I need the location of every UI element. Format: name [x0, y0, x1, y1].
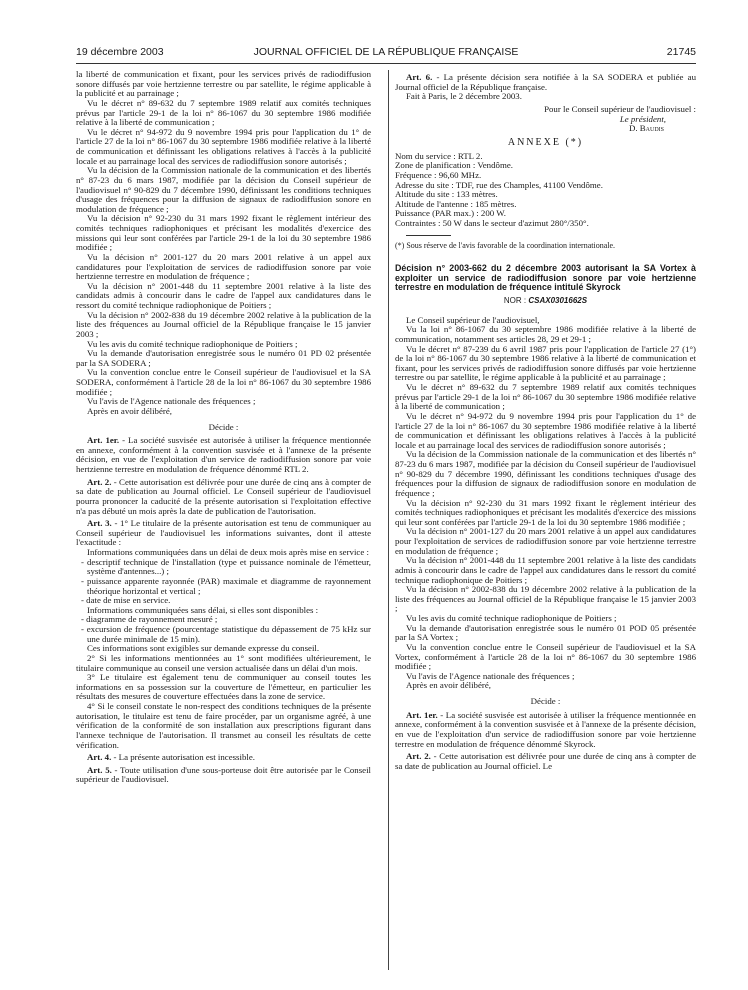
annexe-list: [395, 152, 696, 229]
paragraph-text: 4° Si le conseil constate le non-respect des conditions techniques de la présente autorisation, le titulaire est tenu de faire procéder, par un organisme agréé, à une vérification de la conformité de son installation aux prescriptions figurant dans l'annexe technique de l'autorisation. Il transmet au conseil les résultats de cette vérification.: [76, 701, 371, 750]
right-column: [395, 70, 696, 771]
paragraph-text: Vu le décret n° 87-239 du 6 avril 1987 pris pour l'application de l'article 27 (1°) de la loi n° 86-1067 du 30 septembre 1986 relative à la liberté de communication et fixant, pour les services privés de radiodiffusion sonore diffusés par voie hertzienne terrestre ou par satellite, le régime applicable à la publicité et au parrainage ;: [395, 343, 696, 383]
paragraph: [76, 558, 371, 577]
paragraph-text: Vu la décision n° 92-230 du 31 mars 1992 fixant le règlement intérieur des comités techniques radiophoniques et précisant les modalités d'exercice des missions qui leur sont conférées par l'article 29-1 de la loi du 30 septembre 1986 modifiée ;: [76, 213, 371, 253]
paragraph: [76, 253, 371, 282]
paragraph-text: Vu la décision n° 2001-448 du 11 septembre 2001 relative à la liste des candidats admis à concourir dans le cadre de l'appel aux candidatures dans le ressort du comité technique radiophonique de Poitiers ;: [76, 280, 371, 310]
paragraph-text: - 1° Le titulaire de la présente autorisation est tenu de communiquer au Conseil supérieur de l'audiovisuel les informations suivantes, dont il atteste l'exactitude :: [76, 518, 372, 548]
paragraph: [76, 99, 371, 128]
article-label: Art. 2.: [87, 476, 112, 487]
paragraph: [76, 407, 371, 417]
article-label: Art. 3.: [87, 518, 112, 529]
paragraph: [76, 282, 371, 311]
article-label: Art. 5.: [87, 764, 112, 775]
paragraph-text: Vu la convention conclue entre le Conseil supérieur de l'audiovisuel et la SA SODERA, conformément à l'article 28 de la loi n° 86-1067 du 30 septembre 1986 modifiée ;: [76, 367, 371, 397]
article-label: Art. 1er.: [406, 709, 438, 720]
annexe-line: Fréquence : 96,60 MHz.: [395, 169, 482, 180]
decision-title: Décision n° 2003-662 du 2 décembre 2003 autorisant la SA Vortex à exploiter un service de radiodiffusion sonore par voie hertzienne terrestre en modulation de fréquence intitulé Skyrock: [395, 263, 696, 293]
paragraph: [395, 412, 696, 451]
paragraph: [395, 585, 696, 614]
paragraph: [76, 214, 371, 253]
paragraph-text: Vu les avis du comité technique radiophonique de Poitiers ;: [87, 338, 298, 349]
paragraph-text: la liberté de communication et fixant, pour les services privés de radiodiffusion sonore diffusés par voie hertzienne terrestre ou par satellite, le régime applicable à la publicité et au parrainage ;: [76, 69, 371, 99]
paragraph-text: Fait à Paris, le 2 décembre 2003.: [406, 91, 522, 102]
nor-reference: [395, 297, 696, 306]
left-column: [76, 70, 371, 785]
paragraph: [395, 527, 696, 556]
paragraph-text: Vu la décision de la Commission nationale de la communication et des libertés n° 87-23 du 6 mars 1987, modifiée par la décision du Conseil supérieur de l'audiovisuel n° 90-829 du 7 décembre 1990, définissant les conditions techniques d'usage des fréquences pour la diffusion de signaux de radiodiffusion sonore en modulation de fréquence ;: [76, 165, 371, 214]
paragraph: [395, 499, 696, 528]
header-date: 19 décembre 2003: [76, 46, 164, 58]
article-label: Art. 2.: [406, 751, 431, 762]
paragraph-text: Vu la demande d'autorisation enregistrée sous le numéro 01 POD 05 présentée par la SA Vortex ;: [395, 622, 696, 643]
paragraph-text: Vu la décision n° 92-230 du 31 mars 1992 fixant le règlement intérieur des comités techniques radiophoniques et précisant les modalités d'exercice des missions qui leur sont conférées par l'article 29-1 de la loi du 30 septembre 1986 modifiée ;: [395, 497, 696, 527]
paragraph-text: - excursion de fréquence (pourcentage statistique du dépassement de 75 kHz sur une durée minimale de 15 min).: [81, 624, 371, 644]
nor-label: NOR :: [503, 295, 529, 305]
paragraph-text: Après en avoir délibéré,: [406, 680, 491, 691]
paragraph: [76, 128, 371, 167]
paragraph-text: - Toute utilisation d'une sous-porteuse doit être autorisée par le Conseil supérieur de l'audiovisuel.: [76, 764, 371, 785]
paragraph-text: - Cette autorisation est délivrée pour une durée de cinq ans à compter de sa date de publication au Journal officiel. Le Conseil supérieur de l'audiovisuel pourra prononcer la caducité de la présente autorisation si l'exploitation effective n'a pas débuté un mois après la date de publication de l'autorisation.: [76, 476, 371, 516]
signature-line-1: Pour le Conseil supérieur de l'audiovisuel :: [544, 103, 696, 114]
paragraph-text: - descriptif technique de l'installation (type et puissance nominale de l'émetteur, système d'antennes...) ;: [81, 556, 371, 577]
paragraph-text: Vu la décision n° 2001-127 du 20 mars 2001 relative à un appel aux candidatures pour l'exploitation de services de radiodiffusion sonore par voie hertzienne terrestre en modulation de fréquence ;: [76, 251, 371, 282]
paragraph-text: Vu la décision de la Commission nationale de la communication et des libertés n° 87-23 du 6 mars 1987, modifiée par la décision du Conseil supérieur de l'audiovisuel n° 90-829 du 7 décembre 1990, définissant les conditions techniques d'usage des fréquences pour la diffusion de signaux de radiodiffusion sonore en modulation de fréquence ;: [395, 449, 696, 498]
paragraph-text: Informations communiquées sans délai, si elles sont disponibles :: [87, 604, 319, 615]
paragraph: [76, 577, 371, 596]
header-rule: [76, 63, 696, 64]
paragraph: [76, 166, 371, 214]
paragraph: [395, 624, 696, 643]
annexe-line: Altitude de l'antenne : 185 mètres.: [395, 198, 517, 209]
paragraph-text: Vu le décret n° 94-972 du 9 novembre 1994 pris pour l'application du 1° de l'article 27 de la loi n° 86-1067 du 30 septembre 1986 modifiée relative à la liberté de communication et définissant les obligations relatives à l'accès à la publicité locale et au parrainage local des services de radiodiffusion sonore autorisés ;: [395, 410, 696, 450]
paragraph-text: Décide :: [208, 421, 239, 432]
paragraph: [76, 625, 371, 644]
column-divider: [388, 70, 389, 970]
article-paragraph: [395, 73, 696, 92]
paragraph-text: - La présente décision sera notifiée à la SA SODERA et publiée au Journal officiel de la République française.: [395, 72, 696, 92]
paragraph-text: - diagramme de rayonnement mesuré ;: [81, 614, 218, 625]
paragraph: [395, 345, 696, 384]
paragraph-text: Vu la loi n° 86-1067 du 30 septembre 1986 modifiée relative à la liberté de communication, notamment ses articles 28, 29 et 29-1 ;: [395, 324, 696, 344]
paragraph-text: - La société susvisée est autorisée à utiliser la fréquence mentionnée en annexe, conformément à la convention susvisée et à l'annexe de la présente décision, en vue de l'exploitation d'un service de radiodiffusion sonore par voie hertzienne terrestre en modulation de fréquence dénommé RTL 2.: [76, 435, 371, 474]
paragraph-text: Vu la demande d'autorisation enregistrée sous le numéro 01 PD 02 présentée par la SA SODERA ;: [76, 348, 371, 368]
annexe-line: Zone de planification : Vendôme.: [395, 160, 513, 171]
right-top-paragraphs: [395, 73, 696, 102]
paragraph-text: Vu la décision n° 2001-448 du 11 septembre 2001 relative à la liste des candidats admis à concourir dans le cadre de l'appel aux candidatures dans le ressort du comité technique radiophonique de Poitiers ;: [395, 555, 696, 585]
paragraph: [76, 311, 371, 340]
article-label: Art. 4.: [87, 752, 112, 763]
paragraph: [395, 450, 696, 498]
annexe-line: Nom du service : RTL 2.: [395, 150, 483, 161]
paragraph-text: Vu la décision n° 2002-838 du 19 décembre 2002 relative à la publication de la liste des fréquences au Journal officiel de la République française le 15 janvier 2003 ;: [395, 584, 696, 614]
paragraph-text: Vu l'avis de l'Agence nationale des fréquences ;: [406, 670, 575, 681]
paragraph: [395, 325, 696, 344]
header-title: JOURNAL OFFICIEL DE LA RÉPUBLIQUE FRANÇAISE: [253, 46, 519, 58]
right-body-paragraphs: [395, 316, 696, 772]
paragraph: [76, 349, 371, 368]
paragraph: [76, 673, 371, 702]
page-header: [76, 46, 696, 60]
paragraph: [395, 556, 696, 585]
article-paragraph: [395, 752, 696, 771]
paragraph: [76, 702, 371, 750]
paragraph: [395, 383, 696, 412]
paragraph-text: Vu la décision n° 2002-838 du 19 décembre 2002 relative à la publication de la liste des fréquences au Journal officiel de la République française le 15 janvier 2003 ;: [76, 309, 371, 339]
paragraph-text: - date de mise en service.: [81, 595, 171, 606]
article-paragraph: [76, 519, 371, 548]
paragraph: [76, 70, 371, 99]
paragraph-text: Vu les avis du comité technique radiophonique de Poitiers ;: [406, 613, 617, 623]
paragraph-text: 2° Si les informations mentionnées au 1° sont modifiées ultérieurement, le titulaire communique au conseil une version actualisée dans un délai d'un mois.: [76, 652, 371, 673]
paragraph-text: - La présente autorisation est incessible.: [111, 752, 255, 763]
paragraph: [76, 654, 371, 673]
paragraph: [395, 681, 696, 691]
paragraph: [395, 697, 696, 707]
footnote-rule: [406, 235, 451, 236]
paragraph-text: Après en avoir délibéré,: [87, 405, 172, 416]
annexe-line: Adresse du site : TDF, rue des Champles, 41100 Vendôme.: [395, 179, 603, 190]
paragraph-text: Vu le décret n° 94-972 du 9 novembre 1994 pris pour l'application du 1° de l'article 27 de la loi n° 86-1067 du 30 septembre 1986 modifiée relative à la liberté de communication et définissant les obligations relatives à l'accès à la publicité locale et au parrainage local des services de radiodiffusion sonore autorisés ;: [76, 126, 371, 166]
paragraph-text: Vu le décret n° 89-632 du 7 septembre 1989 relatif aux comités techniques prévus par l'article 29-1 de la loi n° 86-1067 du 30 septembre 1986 modifiée relative à la liberté de communication ;: [395, 382, 696, 412]
paragraph: [76, 368, 371, 397]
paragraph-text: Le Conseil supérieur de l'audiovisuel,: [406, 314, 540, 325]
article-label: Art. 6.: [406, 72, 433, 82]
article-paragraph: [76, 436, 371, 475]
paragraph-text: Vu la convention conclue entre le Conseil supérieur de l'audiovisuel et la SA Vortex, conformément à l'article 28 de la loi n° 86-1067 du 30 septembre 1986 modifiée ;: [395, 641, 696, 672]
signature-line-3: D. Baudis: [628, 123, 664, 134]
header-page-number: 21745: [666, 46, 696, 58]
nor-code: CSAX0301662S: [528, 295, 588, 305]
paragraph-text: Vu la décision n° 2001-127 du 20 mars 2001 relative à un appel aux candidatures pour l'exploitation de services de radiodiffusion sonore par voie hertzienne terrestre en modulation de fréquence ;: [395, 526, 696, 556]
paragraph-text: Vu le décret n° 89-632 du 7 septembre 1989 relatif aux comités techniques prévus par l'article 29-1 de la loi n° 86-1067 du 30 septembre 1986 modifiée relative à la liberté de communication ;: [76, 97, 371, 128]
paragraph: [395, 92, 696, 102]
footnote: (*) Sous réserve de l'avis favorable de la coordination internationale.: [395, 240, 616, 250]
article-paragraph: [76, 478, 371, 517]
paragraph-text: 3° Le titulaire est également tenu de communiquer au conseil toutes les informations en sa possession sur la couverture de l'émetteur, en particulier les résultats des mesures de couverture effectuées dans la zone de service.: [76, 672, 371, 702]
paragraph-text: Ces informations sont exigibles sur demande expresse du conseil.: [87, 643, 320, 654]
annexe-line: Contraintes : 50 W dans le secteur d'azimut 280°/350°.: [395, 218, 589, 229]
paragraph-text: Vu l'avis de l'Agence nationale des fréquences ;: [87, 396, 256, 407]
paragraph-text: - puissance apparente rayonnée (PAR) maximale et diagramme de rayonnement théorique horizontal et vertical ;: [81, 575, 371, 596]
article-paragraph: [395, 711, 696, 750]
signature-line-2: Le président,: [619, 113, 666, 124]
article-label: Art. 1er.: [87, 435, 120, 446]
paragraph: [76, 423, 371, 433]
annexe-title: ANNEXE (*): [507, 136, 584, 148]
paragraph-text: Informations communiquées dans un délai de deux mois après mise en service :: [87, 547, 369, 557]
annexe-line: Altitude du site : 133 mètres.: [395, 189, 498, 200]
article-paragraph: [76, 766, 371, 785]
article-paragraph: [76, 753, 371, 763]
paragraph-text: Décide :: [530, 696, 561, 706]
paragraph-text: - Cette autorisation est délivrée pour une durée de cinq ans à compter de sa date de publication au Journal officiel. Le: [395, 751, 696, 771]
paragraph-text: - La société susvisée est autorisée à utiliser la fréquence mentionnée en annexe, conformément à la convention susvisée et à l'annexe de la présente décision, en vue de l'exploitation d'un service de radiodiffusion sonore par voie hertzienne terrestre en modulation de fréquence dénommé Skyrock.: [395, 709, 696, 749]
paragraph: [395, 643, 696, 672]
annexe-line: Puissance (PAR max.) : 200 W.: [395, 208, 506, 219]
